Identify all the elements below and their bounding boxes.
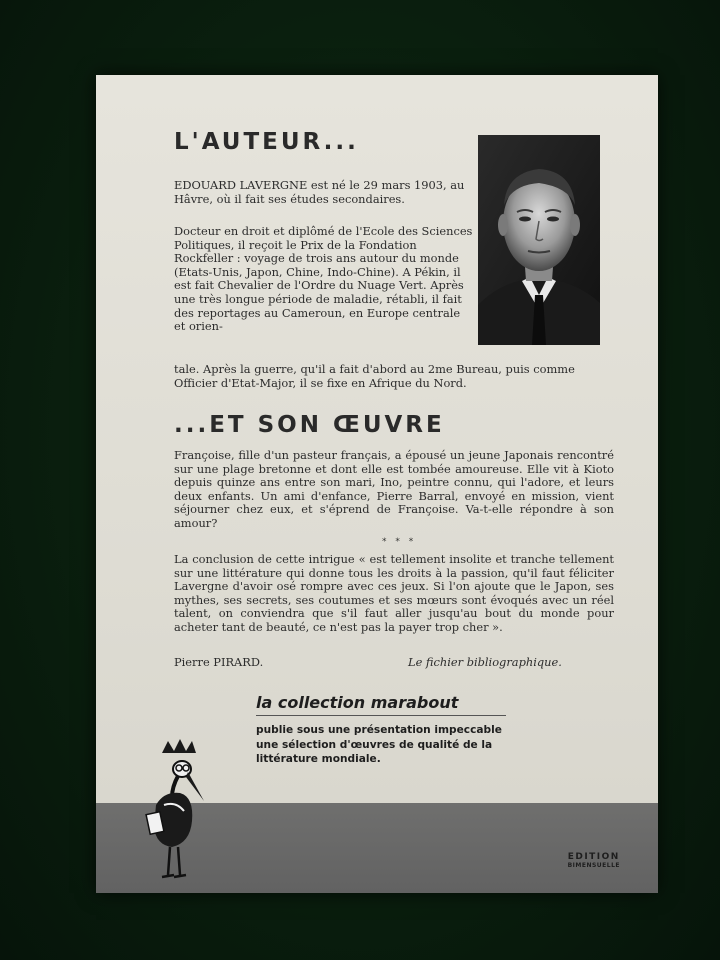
book-back-cover <box>96 75 658 893</box>
edition-line-1: EDITION <box>567 852 620 862</box>
review-source: Le fichier bibliographique. <box>408 655 562 669</box>
edition-line-2: BIMENSUELLE <box>567 862 620 869</box>
author-bio: Docteur en droit et diplômé de l'Ecole des Sciences Politiques, il reçoit le Prix de la Fondation Rockfeller : voyage de trois ans autour du monde (Etats-Unis, Japon, Chine, Indo-Chine). A Pékin, il est fait Chevalier de l'Ordre du Nuage Vert. Après une très longue période de maladie, rétabli, il fait des reportages au Cameroun, en Europe centrale et orien- <box>174 224 473 334</box>
portrait-illustration <box>478 135 600 345</box>
marabout-bird-logo-icon <box>142 735 212 885</box>
work-heading: ...ET SON ŒUVRE <box>174 412 445 438</box>
author-portrait <box>478 135 600 345</box>
author-intro: EDOUARD LAVERGNE est né le 29 mars 1903, au Hâvre, où il fait ses études secondaires. <box>174 178 465 206</box>
author-bio-continued: tale. Après la guerre, qu'il a fait d'abord au 2me Bureau, puis comme Officier d'Etat-Major, il se fixe en Afrique du Nord. <box>174 362 575 390</box>
brand-divider <box>256 715 506 716</box>
synopsis-text: Françoise, fille d'un pasteur français, a épousé un jeune Japonais rencontré sur une plage bretonne et dont elle est tombée amoureuse. Elle vit à Kioto depuis quinze ans entre son mari, Ino, peintre connu, qui l'adore, et leurs deux enfants. Un ami d'enfance, Pierre Barral, envoyé en mission, vient séjourner chez eux, et s'éprend de Françoise. Va-t-elle répondre à son amour? <box>174 448 614 530</box>
review-quote: La conclusion de cette intrigue « est tellement insolite et tranche tellement sur une littérature qui donne tous les droits à la passion, qu'il faut féliciter Lavergne d'avoir osé rompre avec ces jeux. Si l'on ajoute que le Japon, ses mythes, ses secrets, ses coutumes et ses mœurs sont évoqués avec un réel talent, on conviendra que s'il faut aller jusqu'au bout du monde pour acheter tant de beauté, ce n'est pas la payer trop cher ». <box>174 552 614 634</box>
separator-stars: * * * <box>382 537 417 547</box>
author-heading: L'AUTEUR... <box>174 129 359 155</box>
reviewer-name: Pierre PIRARD. <box>174 655 264 669</box>
collection-description: publie sous une présentation impeccable une sélection d'œuvres de qualité de la littérature mondiale. <box>256 724 502 765</box>
edition-label <box>568 852 620 869</box>
collection-brand: la collection marabout <box>256 693 459 712</box>
